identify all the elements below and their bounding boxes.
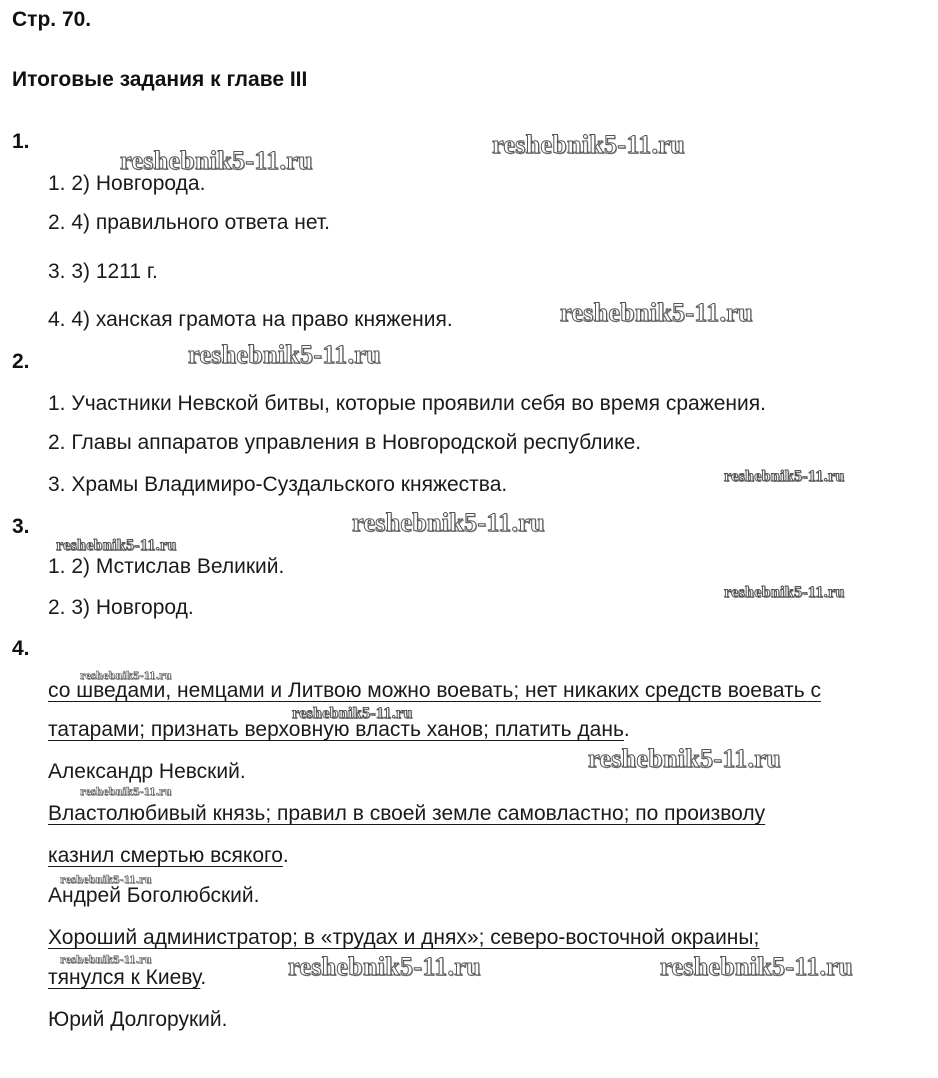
watermark: reshebnik5-11.ru bbox=[80, 668, 172, 682]
task-number: 1. bbox=[12, 130, 30, 153]
watermark: reshebnik5-11.ru bbox=[60, 872, 152, 886]
task-item: 2. Главы аппаратов управления в Новгородской республике. bbox=[48, 431, 642, 454]
task-item: 4. 4) ханская грамота на право княжения. bbox=[48, 308, 453, 331]
task-number: 4. bbox=[12, 637, 30, 660]
task-item: 1. Участники Невской битвы, которые проявили себя во время сражения. bbox=[48, 392, 766, 415]
description-line: тянулся к Киеву. bbox=[48, 966, 207, 989]
task-item: 2. 4) правильного ответа нет. bbox=[48, 211, 330, 234]
description-line: казнил смертью всякого. bbox=[48, 844, 289, 867]
task-number: 3. bbox=[12, 515, 30, 538]
watermark: reshebnik5-11.ru bbox=[120, 146, 313, 175]
task-item: 3. 3) 1211 г. bbox=[48, 260, 158, 283]
description-line: Хороший администратор; в «трудах и днях»; северо-восточной окраины; bbox=[48, 926, 760, 949]
watermark: reshebnik5-11.ru bbox=[560, 298, 753, 327]
watermark: reshebnik5-11.ru bbox=[80, 784, 172, 798]
watermark: reshebnik5-11.ru bbox=[588, 744, 781, 773]
watermark: reshebnik5-11.ru bbox=[660, 952, 853, 981]
watermark: reshebnik5-11.ru bbox=[60, 952, 152, 966]
task-item: 2. 3) Новгород. bbox=[48, 596, 194, 619]
watermark: reshebnik5-11.ru bbox=[724, 468, 845, 485]
watermark: reshebnik5-11.ru bbox=[352, 508, 545, 537]
task-item: 3. Храмы Владимиро-Суздальского княжества. bbox=[48, 473, 508, 496]
task-item: 1. 2) Новгорода. bbox=[48, 172, 206, 195]
page-subtitle: Итоговые задания к главе III bbox=[12, 68, 308, 91]
watermark: reshebnik5-11.ru bbox=[288, 952, 481, 981]
page-title: Стр. 70. bbox=[12, 8, 92, 31]
description-line: Властолюбивый князь; правил в своей земле самовластно; по произволу bbox=[48, 802, 766, 825]
task-item: 1. 2) Мстислав Великий. bbox=[48, 555, 285, 578]
answer-name: Александр Невский. bbox=[48, 760, 246, 783]
description-line: татарами; признать верховную власть ханов; платить дань. bbox=[48, 718, 630, 741]
task-number: 2. bbox=[12, 350, 30, 373]
watermark: reshebnik5-11.ru bbox=[492, 130, 685, 159]
watermark: reshebnik5-11.ru bbox=[292, 705, 413, 722]
answer-name: Юрий Долгорукий. bbox=[48, 1008, 228, 1031]
description-line: со шведами, немцами и Литвою можно воевать; нет никаких средств воевать с bbox=[48, 679, 822, 702]
watermark: reshebnik5-11.ru bbox=[188, 340, 381, 369]
watermark: reshebnik5-11.ru bbox=[724, 584, 845, 601]
watermark: reshebnik5-11.ru bbox=[56, 537, 177, 554]
answer-name: Андрей Боголюбский. bbox=[48, 884, 260, 907]
